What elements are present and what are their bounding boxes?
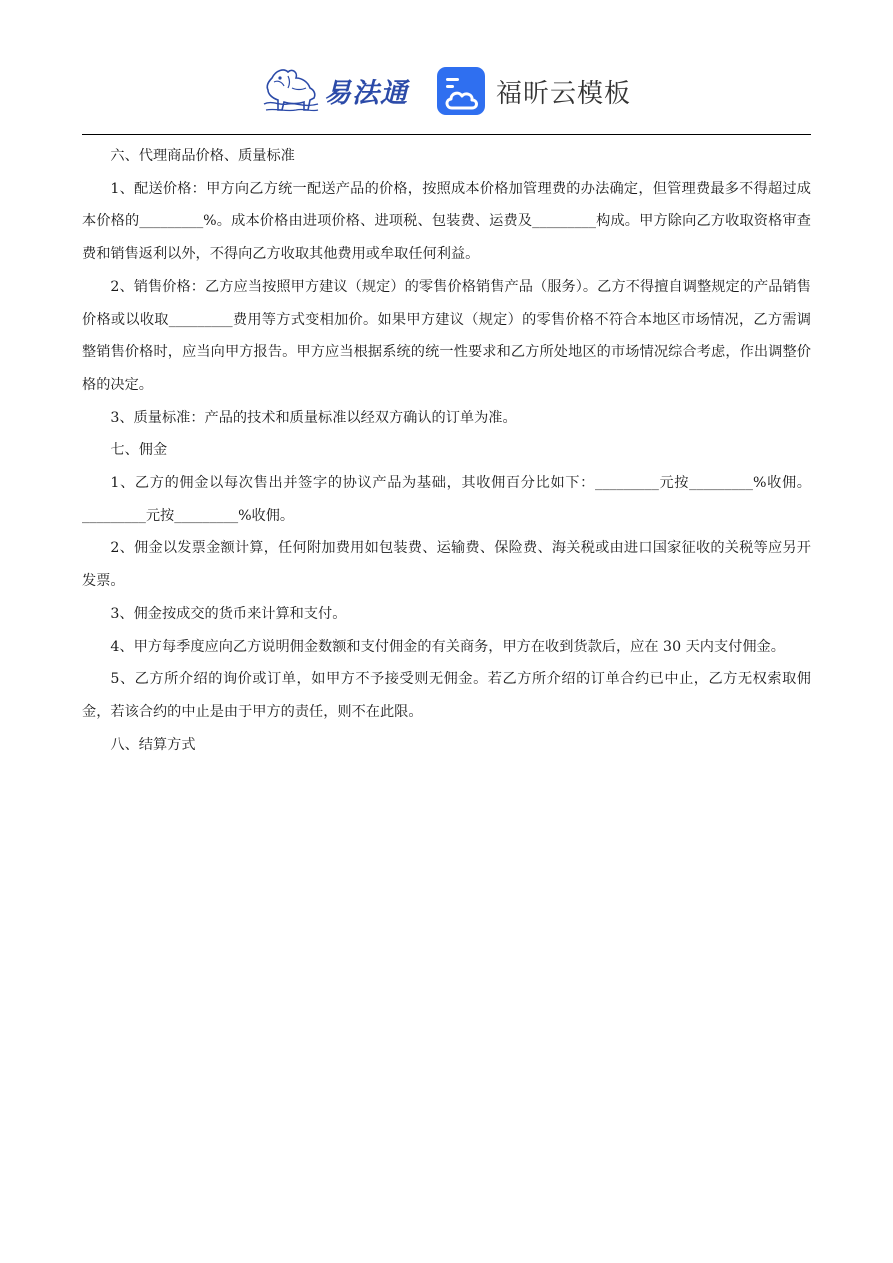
document-body bbox=[82, 140, 811, 761]
logo1-text: 易法通 bbox=[324, 77, 408, 109]
page-header bbox=[0, 0, 893, 134]
paragraph-delivery-price: 1、配送价格：甲方向乙方统一配送产品的价格，按照成本价格加管理费的办法确定，但管理费最多不得超过成本价格的_________%。成本价格由进项价格、进项税、包装费、运费及_________构成。甲方除向乙方收取资格审查费和销售返利以外，不得向乙方收取其他费用或牟取任何利益。 bbox=[82, 180, 811, 263]
section-heading-8: 八、结算方式 bbox=[110, 736, 196, 753]
section-heading-7: 七、佣金 bbox=[110, 442, 168, 459]
cloud-document-icon bbox=[436, 66, 486, 116]
paragraph-sales-price: 2、销售价格：乙方应当按照甲方建议（规定）的零售价格销售产品（服务）。乙方不得擅自调整规定的产品销售价格或以收取_________费用等方式变相加价。如果甲方建议（规定）的零售价格不符合本地区市场情况，乙方需调整销售价格时，应当向甲方报告。甲方应当根据系统的统一性要求和乙方所处地区的市场情况综合考虑，作出调整价格的决定。 bbox=[82, 278, 811, 393]
logo2-text: 福昕云模板 bbox=[496, 78, 632, 109]
yifatong-logo bbox=[262, 64, 417, 116]
section-heading-6: 六、代理商品价格、质量标准 bbox=[110, 148, 295, 164]
fuxin-template-logo bbox=[436, 66, 631, 116]
paragraph-commission-1: 1、乙方的佣金以每次售出并签字的协议产品为基础，其收佣百分比如下：_________元按_________%收佣。_________元按_________%收佣。 bbox=[82, 475, 811, 524]
header-divider bbox=[82, 134, 811, 135]
qilin-icon bbox=[262, 64, 320, 116]
paragraph-commission-3: 3、佣金按成交的货币来计算和支付。 bbox=[110, 605, 347, 622]
paragraph-commission-2: 2、佣金以发票金额计算，任何附加费用如包装费、运输费、保险费、海关税或由进口国家征收的关税等应另开发票。 bbox=[82, 540, 811, 590]
paragraph-quality-standard: 3、质量标准：产品的技术和质量标准以经双方确认的订单为准。 bbox=[110, 409, 517, 426]
paragraph-commission-4: 4、甲方每季度应向乙方说明佣金数额和支付佣金的有关商务，甲方在收到货款后，应在 30 天内支付佣金。 bbox=[110, 638, 785, 655]
paragraph-commission-5: 5、乙方所介绍的询价或订单，如甲方不予接受则无佣金。若乙方所介绍的订单合约已中止，乙方无权索取佣金，若该合约的中止是由于甲方的责任，则不在此限。 bbox=[82, 671, 811, 720]
